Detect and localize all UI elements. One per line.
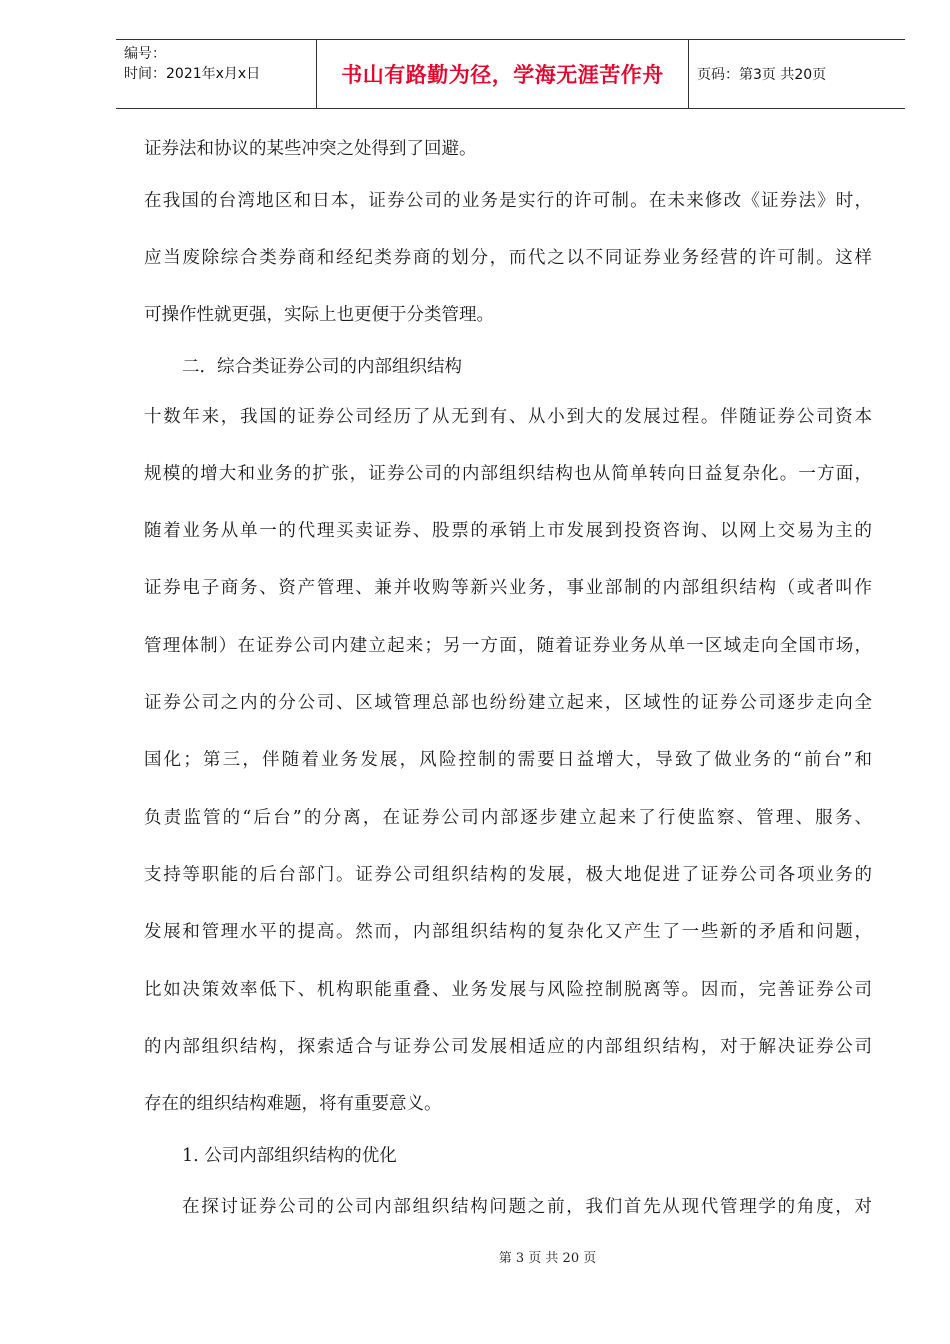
text-line: 规模的增大和业务的扩张，证券公司的内部组织结构也从简单转向日益复杂化。一方面，	[144, 464, 872, 484]
text-line: 证券法和协议的某些冲突之处得到了回避。	[144, 139, 477, 159]
text-line: 管理体制）在证券公司内建立起来；另一方面，随着证券业务从单一区域走向全国市场，	[144, 636, 872, 656]
text-line: 证券公司之内的分公司、区域管理总部也纷纷建立起来，区域性的证券公司逐步走向全	[144, 693, 872, 713]
text-line: 存在的组织结构难题，将有重要意义。	[144, 1094, 442, 1114]
text-line: 可操作性就更强，实际上也更便于分类管理。	[144, 305, 494, 325]
text-line: 比如决策效率低下、机构职能重叠、业务发展与风险控制脱离等。因而，完善证券公司	[144, 980, 872, 1000]
text-line: 证券电子商务、资产管理、兼并收购等新兴业务，事业部制的内部组织结构（或者叫作	[144, 578, 872, 598]
text-line: 十数年来，我国的证券公司经历了从无到有、从小到大的发展过程。伴随证券公司资本	[144, 407, 872, 427]
text-line: 支持等职能的后台部门。证券公司组织结构的发展，极大地促进了证券公司各项业务的	[144, 865, 872, 885]
text-line: 国化；第三，伴随着业务发展，风险控制的需要日益增大，导致了做业务的“前台”和	[144, 750, 872, 770]
subsection-heading: 1. 公司内部组织结构的优化	[182, 1146, 397, 1166]
header-page-label: 页码：第3页 共20页	[697, 67, 827, 83]
text-line: 的内部组织结构，探索适合与证券公司发展相适应的内部组织结构，对于解决证券公司	[144, 1037, 872, 1057]
text-line: 负责监管的“后台”的分离，在证券公司内部逐步建立起来了行使监察、管理、服务、	[144, 808, 872, 828]
section-heading: 二．综合类证券公司的内部组织结构	[182, 357, 462, 377]
header-motto: 书山有路勤为径，学海无涯苦作舟	[316, 40, 689, 108]
text-line: 发展和管理水平的提高。然而，内部组织结构的复杂化又产生了一些新的矛盾和问题，	[144, 922, 872, 942]
page-footer: 第 3 页 共 20 页	[498, 1251, 597, 1266]
text-line: 应当废除综合类券商和经纪类券商的划分，而代之以不同证券业务经营的许可制。这样	[144, 248, 872, 268]
text-line: 在探讨证券公司的公司内部组织结构问题之前，我们首先从现代管理学的角度，对	[182, 1197, 872, 1217]
header-left-cell	[116, 40, 316, 108]
page-header	[116, 39, 905, 109]
header-number-label: 编号：	[124, 46, 166, 62]
text-line: 随着业务从单一的代理买卖证券、股票的承销上市发展到投资咨询、以网上交易为主的	[144, 521, 872, 541]
header-time-label: 时间：2021年x月x日	[124, 66, 261, 82]
text-line: 在我国的台湾地区和日本，证券公司的业务是实行的许可制。在未来修改《证券法》时，	[144, 191, 872, 211]
